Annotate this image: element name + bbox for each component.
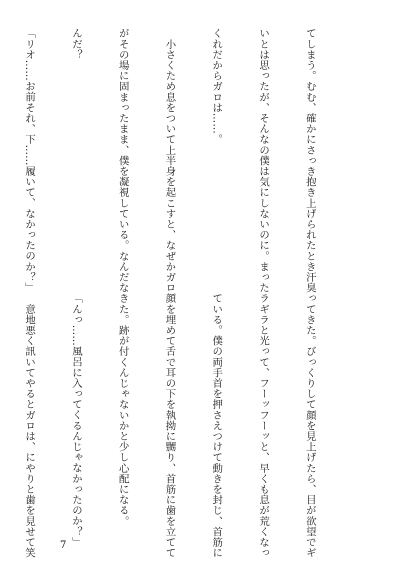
text-line: 意地悪く訊いてやるとガロは、にやりと歯を見せて笑 [23,293,36,558]
text-line: 「んっ……風呂に入ってくるんじゃなかったのか？」 [69,293,82,548]
text-line: 小さくため息をついて上半身を起こすと、なぜかガロ [163,28,176,293]
text-line: くれだからガロは……。 [210,28,223,145]
upper-text-block [23,28,348,293]
text-line: 顔を埋めて舌で耳の下を執拗に嬲り、首筋に歯を立てて [163,293,176,558]
text-line: んだ？ [69,28,82,60]
lower-text-block [23,293,348,558]
text-line: ってきた。びっくりして顔を見上げたら、目が欲望でギ [303,293,316,558]
text-line: いとは思ったが、そんなの僕は気にしないのに。まった [257,28,270,293]
text-line: きた。跡が付くんじゃないかと少し心配になる。 [116,293,129,527]
text-line: ラギラと光って、フーッフーッと、早くも息が荒くなっ [257,293,270,558]
page-number: 7 [60,540,67,551]
text-line: 「リオ……お前それ、下……履いて、なかったのか？」 [23,28,36,293]
text-line: がその場に固まったまま、僕を凝視している。なんだな [116,28,129,293]
text-line: ている。僕の両手首を押さえつけて動きを封じ、首筋に [210,293,223,558]
text-line: てしまう。むむ、確かにさっき抱き上げられたとき汗臭 [303,28,316,293]
